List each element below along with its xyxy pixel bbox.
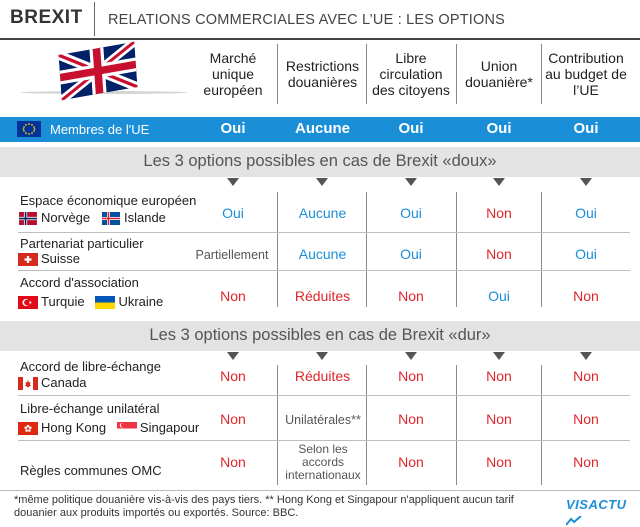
eu-value-single-market: Oui: [220, 120, 246, 137]
footnote: *même politique douanière vis-à-vis des pays tiers. ** Hong Kong et Singapour n'appliquent aucun tarif douanier aux produits importés ou exportés. Source: BBC.: [14, 494, 514, 519]
cell-association-customs-union: Oui: [488, 288, 510, 304]
row-countries-free-trade: [18, 375, 87, 390]
cell-association-budget-contribution: Non: [573, 288, 599, 304]
cell-eee-budget-contribution: Oui: [575, 205, 597, 221]
row-rule: [18, 395, 630, 396]
column-divider: [456, 44, 457, 104]
switzerland-flag-icon: [18, 253, 38, 266]
row-countries-eee: [18, 210, 166, 225]
country-hong-kong: Hong Kong: [41, 420, 107, 435]
cell-free-trade-free-movement: Non: [398, 368, 424, 384]
row-countries-partnership: [18, 251, 80, 266]
country-singapore: Singapour: [139, 420, 200, 435]
down-arrow-icon: [227, 178, 239, 186]
down-arrow-icon: [580, 352, 592, 360]
cell-unilateral-customs-union: Non: [486, 411, 512, 427]
page-title: BREXIT: [10, 7, 83, 28]
column-divider: [366, 44, 367, 104]
cell-association-single-market: Non: [220, 288, 246, 304]
cell-partnership-free-movement: Oui: [400, 246, 422, 262]
cell-free-trade-customs-union: Non: [486, 368, 512, 384]
down-arrow-icon: [405, 352, 417, 360]
cell-free-trade-customs-restrictions: Réduites: [294, 368, 351, 384]
row-label-free-trade: Accord de libre-échange: [20, 359, 161, 374]
country-iceland: Islande: [123, 210, 166, 225]
visactu-logo: [566, 497, 640, 527]
eu-value-customs-restrictions: Aucune: [294, 120, 350, 137]
cell-unilateral-free-movement: Non: [398, 411, 424, 427]
row-label-unilateral: Libre-échange unilatéral: [20, 401, 160, 416]
row-label-partnership: Partenariat particulier: [20, 236, 144, 251]
norway-flag-icon: [18, 212, 38, 225]
cell-wto-customs-restrictions: Selon les accords internationaux: [285, 442, 361, 482]
cell-wto-single-market: Non: [220, 454, 246, 470]
cell-wto-customs-union: Non: [486, 454, 512, 470]
country-switzerland: Suisse: [41, 251, 81, 266]
eu-members-label: Membres de l'UE: [50, 122, 150, 137]
cell-eee-customs-restrictions: Aucune: [298, 205, 347, 221]
row-countries-unilateral: [18, 420, 199, 435]
country-canada: Canada: [41, 375, 87, 390]
cell-association-customs-restrictions: Réduites: [294, 288, 351, 304]
column-divider: [456, 192, 457, 307]
iceland-flag-icon: [101, 212, 121, 225]
down-arrow-icon: [580, 178, 592, 186]
cell-unilateral-single-market: Non: [220, 411, 246, 427]
row-rule: [18, 270, 630, 271]
cell-eee-free-movement: Oui: [400, 205, 422, 221]
eu-value-free-movement: Oui: [398, 120, 424, 137]
country-turkey: Turquie: [41, 294, 85, 309]
soft-brexit-title: Les 3 options possibles en cas de Brexit «doux»: [143, 152, 497, 170]
column-divider: [277, 44, 278, 104]
cell-partnership-budget-contribution: Oui: [575, 246, 597, 262]
country-ukraine: Ukraine: [118, 294, 164, 309]
row-rule: [18, 232, 630, 233]
cell-eee-customs-union: Non: [486, 205, 512, 221]
ukraine-flag-icon: [95, 296, 115, 309]
title-rule: [0, 38, 640, 40]
column-header-free-movement: Libre circulation des citoyens: [372, 50, 450, 98]
cell-wto-budget-contribution: Non: [573, 454, 599, 470]
cell-association-free-movement: Non: [398, 288, 424, 304]
down-arrow-icon: [316, 178, 328, 186]
logo-text: VISACTU: [566, 497, 627, 512]
uk-flag-icon: [60, 48, 136, 94]
down-arrow-icon: [493, 178, 505, 186]
column-divider: [541, 192, 542, 307]
cell-wto-free-movement: Non: [398, 454, 424, 470]
down-arrow-icon: [493, 352, 505, 360]
down-arrow-icon: [405, 178, 417, 186]
singapore-flag-icon: [117, 422, 137, 435]
cell-free-trade-single-market: Non: [220, 368, 246, 384]
column-divider: [456, 365, 457, 485]
country-norway: Norvège: [41, 210, 91, 225]
cell-partnership-single-market: Partiellement: [195, 248, 269, 262]
title-divider: [94, 2, 95, 36]
row-label-association: Accord d'association: [20, 275, 139, 290]
cell-unilateral-budget-contribution: Non: [573, 411, 599, 427]
down-arrow-icon: [227, 352, 239, 360]
column-divider: [541, 44, 542, 104]
column-divider: [277, 192, 278, 307]
row-label-eee: Espace économique européen: [20, 193, 197, 208]
hard-brexit-title: Les 3 options possibles en cas de Brexit «dur»: [149, 326, 491, 344]
canada-flag-icon: [18, 377, 38, 390]
row-label-wto: Règles communes OMC: [20, 463, 162, 478]
column-divider: [541, 365, 542, 485]
eu-value-customs-union: Oui: [486, 120, 512, 137]
cell-unilateral-customs-restrictions: Unilatérales**: [285, 413, 361, 427]
column-header-single-market: Marché unique européen: [203, 50, 263, 98]
page-subtitle: RELATIONS COMMERCIALES AVEC L’UE : LES OPTIONS: [108, 12, 506, 28]
footer-rule: [0, 490, 640, 491]
cell-free-trade-budget-contribution: Non: [573, 368, 599, 384]
eu-value-budget-contribution: Oui: [573, 120, 599, 137]
row-countries-association: [18, 294, 163, 309]
row-rule: [18, 440, 630, 441]
cell-partnership-customs-restrictions: Aucune: [298, 246, 347, 262]
column-header-customs-restrictions: Restrictions douanières: [285, 58, 360, 90]
column-header-customs-union: Union douanière*: [465, 58, 533, 90]
eu-flag-icon: [17, 121, 41, 137]
cell-eee-single-market: Oui: [222, 205, 244, 221]
column-divider: [366, 192, 367, 307]
cell-partnership-customs-union: Non: [486, 246, 512, 262]
column-header-budget-contribution: Contribution au budget de l’UE: [545, 50, 627, 98]
hong-kong-flag-icon: [18, 422, 38, 435]
down-arrow-icon: [316, 352, 328, 360]
turkey-flag-icon: [18, 296, 38, 309]
